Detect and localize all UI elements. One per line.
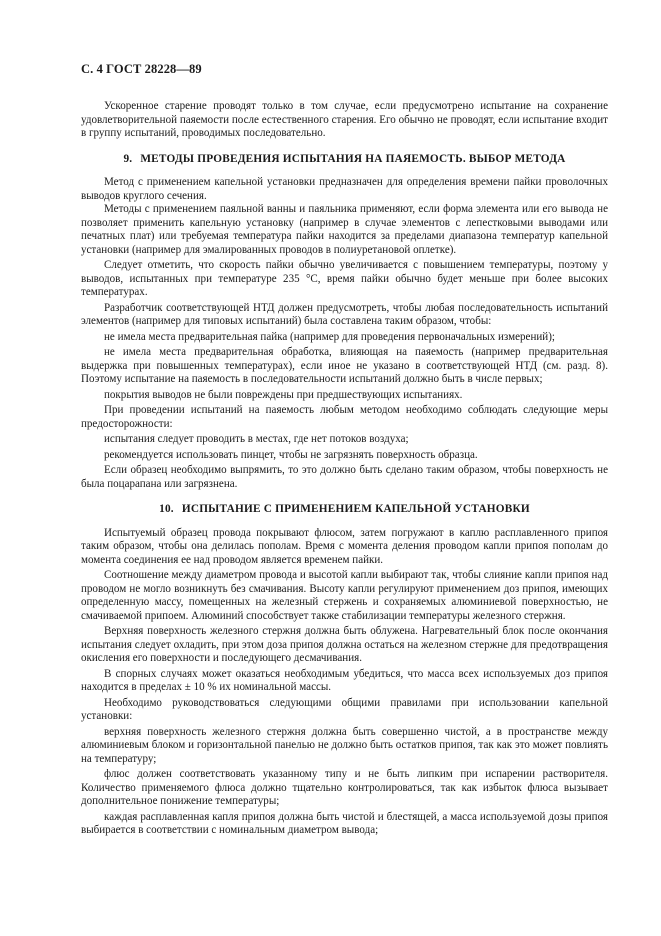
section-10-list-item: верхняя поверхность железного стержня должна быть совершенно чистой, а в пространстве между алюминиевым блоком и горизонтальной панелью не должно быть остатков припоя, так как это может повлиять на температуру; bbox=[81, 725, 608, 765]
section-10-paragraph: Необходимо руководствоваться следующими общими правилами при использовании капельной установки: bbox=[81, 696, 608, 722]
section-9-number: 9. bbox=[123, 152, 133, 165]
section-9-paragraph: Метод с применением капельной установки предназначен для определения времени пайки проволочных выводов круглого сечения. bbox=[81, 176, 608, 202]
page-header: С. 4 ГОСТ 28228—89 bbox=[81, 62, 202, 76]
document-body bbox=[81, 100, 608, 838]
section-10-heading bbox=[81, 503, 608, 517]
section-10-title: ИСПЫТАНИЕ С ПРИМЕНЕНИЕМ КАПЕЛЬНОЙ УСТАНОВКИ bbox=[181, 503, 530, 515]
section-10-number: 10. bbox=[159, 503, 174, 515]
section-10-paragraph: Верхняя поверхность железного стержня должна быть облужена. Нагревательный блок после окончания испытания следует охладить, при этом доза припоя должна остаться на железном стержне для предотвращения окисления его поверхности и последующего десмачивания. bbox=[81, 625, 608, 664]
section-9-list-item: не имела места предварительная пайка (например для проведения первоначальных измерений); bbox=[104, 330, 555, 343]
section-9-list-item: не имела места предварительная обработка, влияющая на паяемость (например предварительная выдержка при повышенных температурах), если иное не указано в соответствующей НТД (см. разд. 8). Поэтому испытание на паяемость в последовательности испытаний должно быть в числе первых; bbox=[81, 346, 608, 385]
section-10-list-item: каждая расплавленная капля припоя должна быть чистой и блестящей, а масса используемой дозы припоя выбирается в соответствии с номинальным диаметром вывода; bbox=[81, 810, 608, 836]
section-9-paragraph: При проведении испытаний на паяемость любым методом необходимо соблюдать следующие меры предосторожности: bbox=[81, 404, 608, 430]
section-10-paragraph: В спорных случаях может оказаться необходимым убедиться, что масса всех используемых доз припоя находится в пределах ± 10 % их номинальной массы. bbox=[81, 667, 608, 693]
section-9-paragraph: Следует отметить, что скорость пайки обычно увеличивается с повышением температуры, поэтому у выводов, испытанных при температуре 235 °С, время пайки обычно будет меньше при более высоких температурах. bbox=[81, 259, 608, 298]
section-10-paragraph: Соотношение между диаметром провода и высотой капли выбирают так, чтобы слияние капли припоя над проводом не могло возникнуть без смачивания. Высоту капли регулируют применением доз припоя, имеющих определенную массу, помещенных на железный стержень и сохраняемых алюминиевой поверхностью, не смачиваемой припоем. Алюминий способствует также стабилизации температуры железного стержня. bbox=[81, 569, 608, 622]
section-9-list-item: рекомендуется использовать пинцет, чтобы не загрязнять поверхность образца. bbox=[104, 448, 478, 461]
intro-paragraph: Ускоренное старение проводят только в том случае, если предусмотрено испытание на сохранение удовлетворительной паяемости после естественного старения. Его обычно не проводят, если испытание входит в группу испытаний, проводимых последовательно. bbox=[81, 100, 608, 139]
section-9-title: МЕТОДЫ ПРОВЕДЕНИЯ ИСПЫТАНИЯ НА ПАЯЕМОСТЬ. ВЫБОР МЕТОДА bbox=[140, 152, 566, 165]
section-10-list-item: флюс должен соответствовать указанному типу и не быть липким при испарении растворителя. Количество применяемого флюса должно тщательно контролироваться, так как избыток флюса вызывает дополнительное понижение температуры; bbox=[81, 768, 608, 807]
section-9-paragraph: Если образец необходимо выпрямить, то это должно быть сделано таким образом, чтобы поверхность не была поцарапана или загрязнена. bbox=[81, 464, 608, 490]
section-9-list-item: испытания следует проводить в местах, где нет потоков воздуха; bbox=[104, 433, 409, 445]
section-9-heading bbox=[81, 153, 608, 167]
section-10-paragraph: Испытуемый образец провода покрывают флюсом, затем погружают в каплю расплавленного припоя таким образом, чтобы она делилась пополам. Время с момента деления проводом капли припоя пополам до момента соединения ее над проводом является временем пайки. bbox=[81, 526, 608, 566]
section-9-paragraph: Методы с применением паяльной ванны и паяльника применяют, если форма элемента или его вывода не позволяет применить капельную установку (например в случае элементов с лепестковыми выводами или печатных плат) или требуемая температура пайки находится за пределами диапазона температур капельной установки (например для эмалированных проводов в полиуретановой оплетке). bbox=[81, 203, 608, 256]
section-9-paragraph: Разработчик соответствующей НТД должен предусмотреть, чтобы любая последовательность испытаний элементов (например для типовых испытаний) была составлена таким образом, чтобы: bbox=[81, 301, 608, 327]
section-9-list-item: покрытия выводов не были повреждены при предшествующих испытаниях. bbox=[104, 388, 463, 401]
